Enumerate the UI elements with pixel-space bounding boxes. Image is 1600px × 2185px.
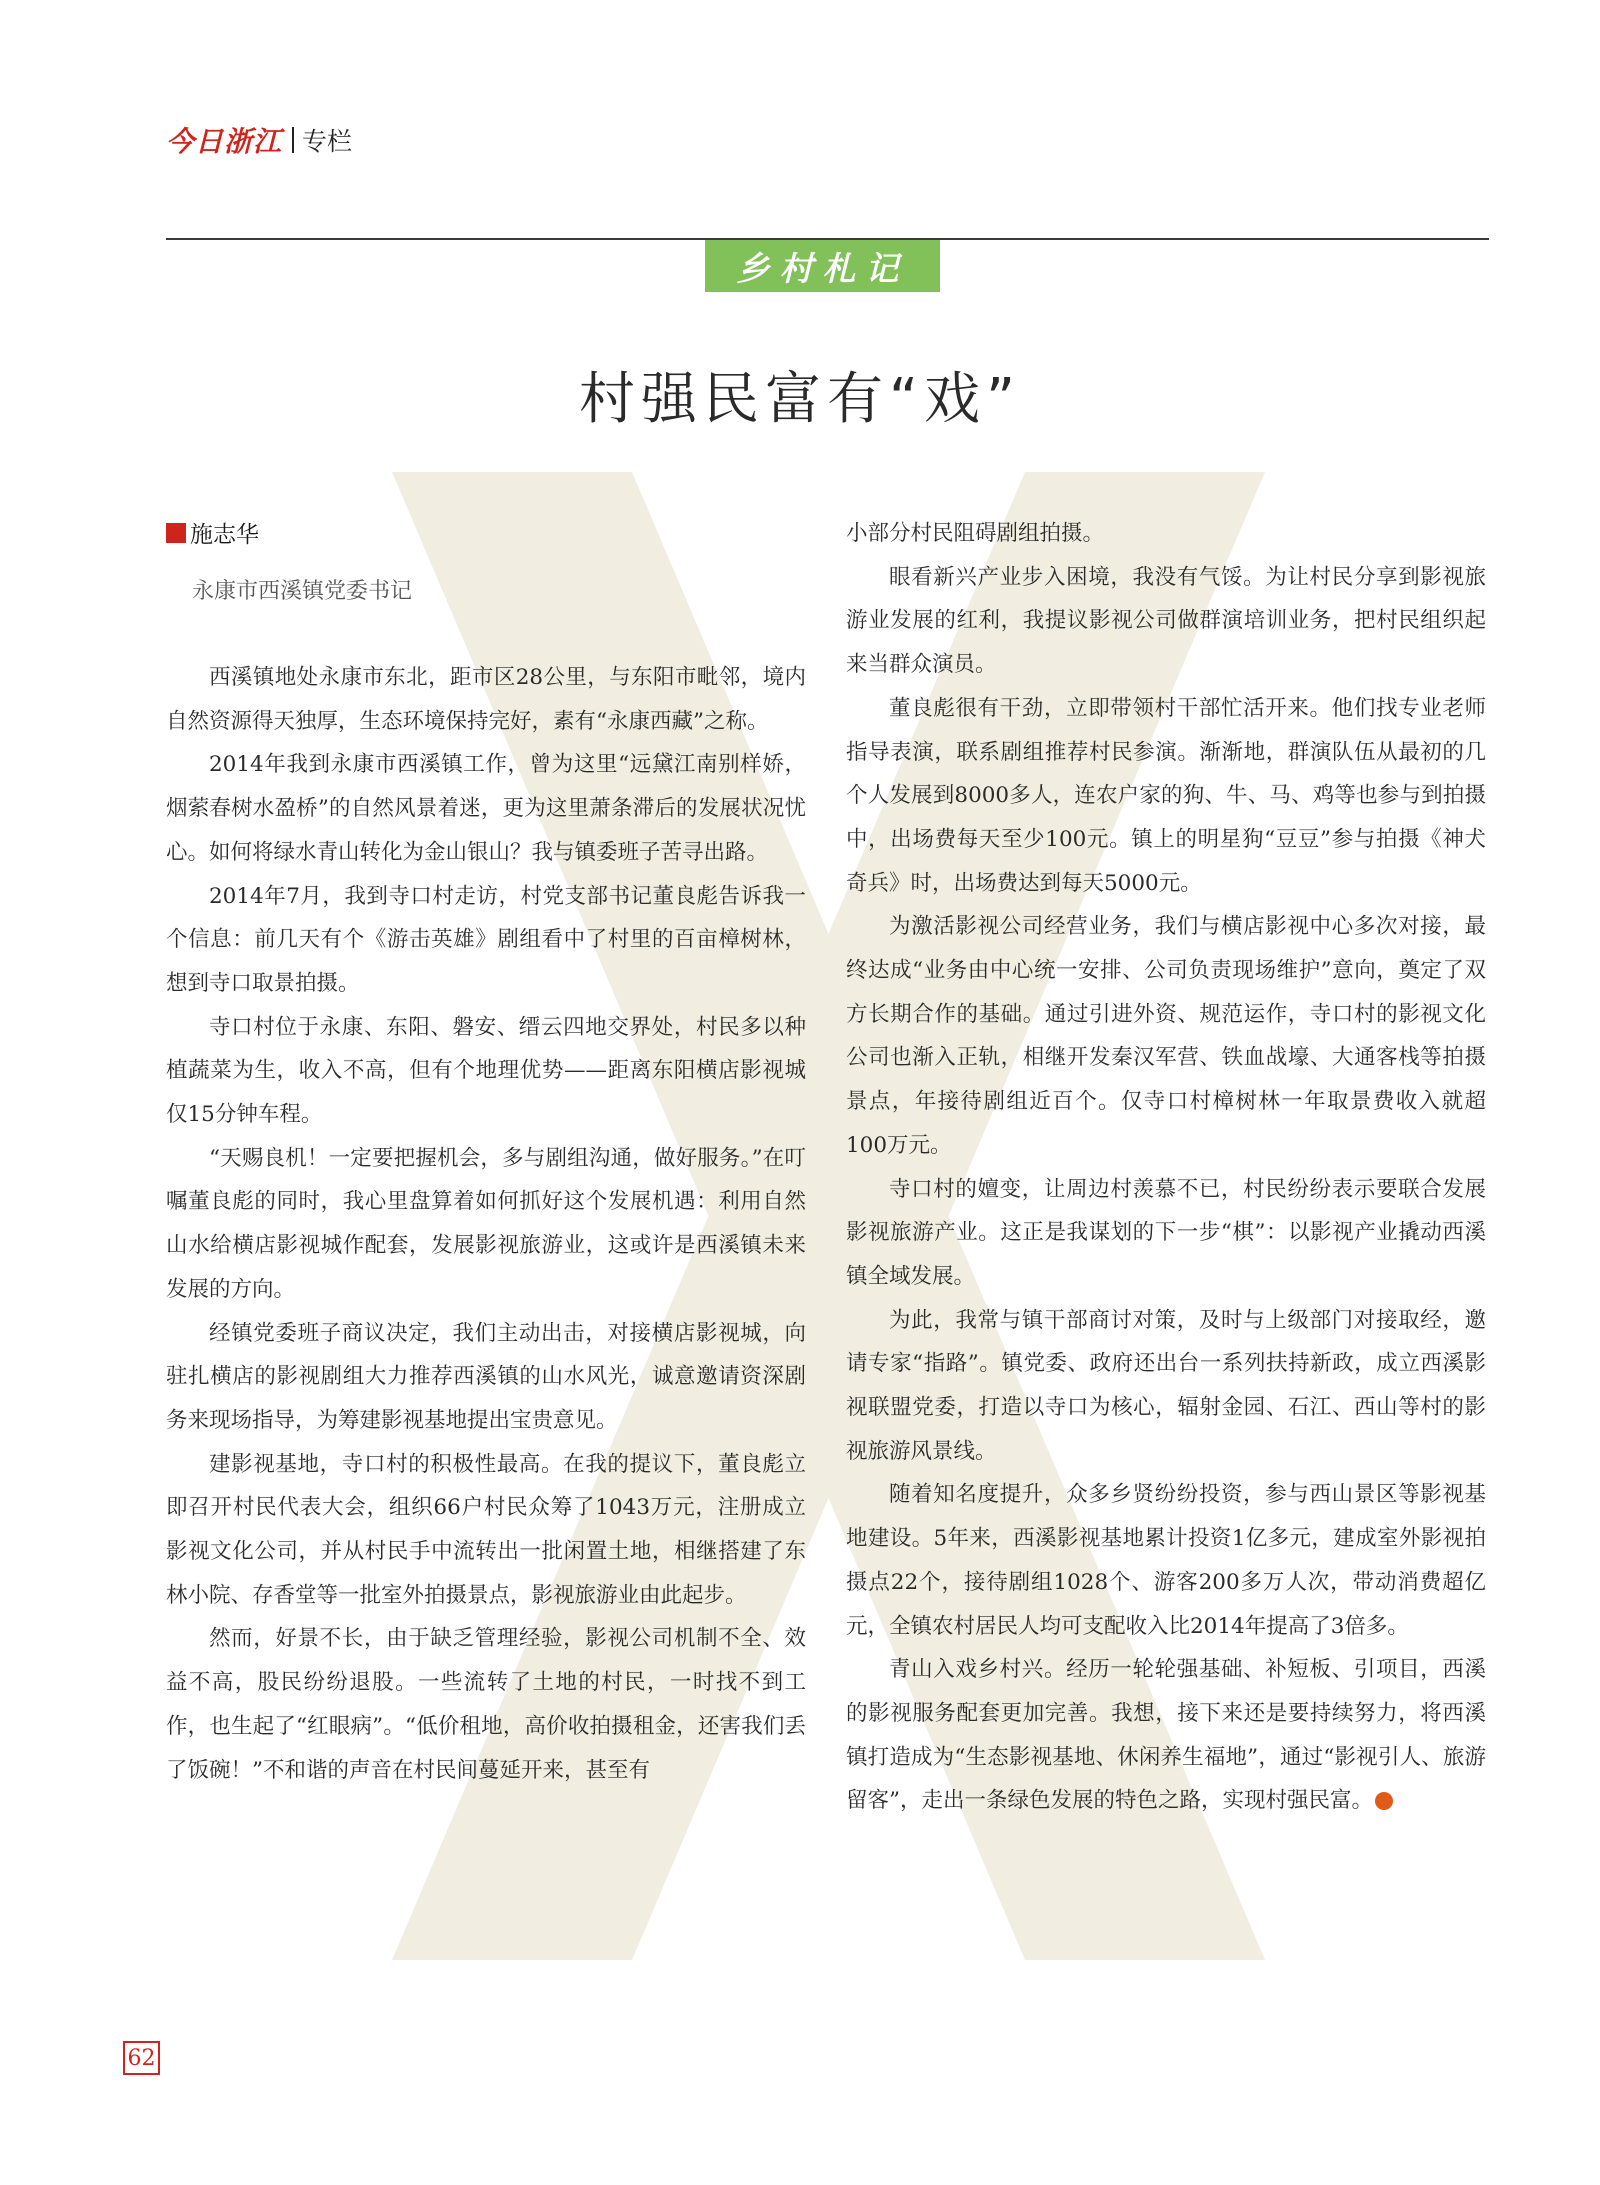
- right-column: [846, 512, 1486, 1823]
- article-title: 村强民富有“戏”: [578, 367, 1022, 432]
- author-name: 施志华: [190, 522, 259, 548]
- left-column: [166, 656, 806, 1792]
- paragraph: 2014年7月，我到寺口村走访，村党支部书记董良彪告诉我一个信息：前几天有个《游击英雄》剧组看中了村里的百亩樟树林，想到寺口取景拍摄。: [166, 883, 806, 996]
- paragraph: 然而，好景不长，由于缺乏管理经验，影视公司机制不全、效益不高，股民纷纷退股。一些流转了土地的村民，一时找不到工作，也生起了“红眼病”。“低价租地，高价收拍摄租金，还害我们丢了饭碗！”不和谐的声音在村民间蔓延开来，甚至有: [166, 1626, 806, 1783]
- masthead: [166, 120, 352, 160]
- paragraph: 为激活影视公司经营业务，我们与横店影视中心多次对接，最终达成“业务由中心统一安排、公司负责现场维护”意向，奠定了双方长期合作的基础。通过引进外资、规范运作，寺口村的影视文化公司也渐入正轨，相继开发秦汉军营、铁血战壕、大通客栈等拍摄景点，年接待剧组近百个。仅寺口村樟树林一年取景费收入就超100万元。: [846, 914, 1486, 1158]
- paragraph: 西溪镇地处永康市东北，距市区28公里，与东阳市毗邻，境内自然资源得天独厚，生态环境保持完好，素有“永康西藏”之称。: [166, 665, 806, 734]
- paragraph: 为此，我常与镇干部商讨对策，及时与上级部门对接取经，邀请专家“指路”。镇党委、政府还出台一系列扶持新政，成立西溪影视联盟党委，打造以寺口为核心，辐射金园、石江、西山等村的影视旅游风景线。: [846, 1307, 1486, 1464]
- paragraph: “天赐良机！一定要把握机会，多与剧组沟通，做好服务。”在叮嘱董良彪的同时，我心里盘算着如何抓好这个发展机遇：利用自然山水给横店影视城作配套，发展影视旅游业，这或许是西溪镇未来发展的方向。: [166, 1145, 806, 1302]
- paragraph: 2014年我到永康市西溪镇工作，曾为这里“远黛江南别样娇，烟萦春树水盈桥”的自然风景着迷，更为这里萧条滞后的发展状况忧心。如何将绿水青山转化为金山银山？我与镇委班子苦寻出路。: [166, 752, 806, 865]
- paragraph: 眼看新兴产业步入困境，我没有气馁。为让村民分享到影视旅游业发展的红利，我提议影视公司做群演培训业务，把村民组织起来当群众演员。: [846, 564, 1486, 678]
- paragraph-final: [846, 1648, 1486, 1823]
- column-tag: 乡村札记: [705, 240, 940, 292]
- paragraph: 董良彪很有干劲，立即带领村干部忙活开来。他们找专业老师指导表演，联系剧组推荐村民参演。渐渐地，群演队伍从最初的几个人发展到8000多人，连农户家的狗、牛、马、鸡等也参与到拍摄中，出场费每天至少100元。镇上的明星狗“豆豆”参与拍摄《神犬奇兵》时，出场费达到每天5000元。: [846, 695, 1486, 896]
- final-paragraph-text: 青山入戏乡村兴。经历一轮轮强基础、补短板、引项目，西溪的影视服务配套更加完善。我想，接下来还是要持续努力，将西溪镇打造成为“生态影视基地、休闲养生福地”，通过“影视引人、旅游留客”，走出一条绿色发展的特色之路，实现村强民富。: [846, 1657, 1486, 1814]
- magazine-logo: 今日浙江: [166, 125, 283, 158]
- byline-square-icon: [166, 523, 186, 543]
- paragraph: 建影视基地，寺口村的积极性最高。在我的提议下，董良彪立即召开村民代表大会，组织66户村民众筹了1043万元，注册成立影视文化公司，并从村民手中流转出一批闲置土地，相继搭建了东林小院、存香堂等一批室外拍摄景点，影视旅游业由此起步。: [166, 1451, 806, 1608]
- paragraph: 寺口村位于永康、东阳、磐安、缙云四地交界处，村民多以种植蔬菜为生，收入不高，但有个地理优势——距离东阳横店影视城仅15分钟车程。: [166, 1014, 806, 1128]
- masthead-divider: [292, 127, 294, 153]
- page-number: 62: [123, 2041, 160, 2075]
- paragraph-continuation: 小部分村民阻碍剧组拍摄。: [846, 521, 1105, 546]
- author-byline: [166, 516, 259, 549]
- end-mark-icon: [1375, 1792, 1393, 1810]
- paragraph: 经镇党委班子商议决定，我们主动出击，对接横店影视城，向驻扎横店的影视剧组大力推荐西溪镇的山水风光，诚意邀请资深剧务来现场指导，为筹建影视基地提出宝贵意见。: [166, 1320, 806, 1433]
- paragraph: 随着知名度提升，众多乡贤纷纷投资，参与西山景区等影视基地建设。5年来，西溪影视基地累计投资1亿多元，建成室外影视拍摄点22个，接待剧组1028个、游客200多万人次，带动消费超亿元，全镇农村居民人均可支配收入比2014年提高了3倍多。: [846, 1482, 1486, 1639]
- section-label: 专栏: [302, 127, 353, 156]
- author-role: 永康市西溪镇党委书记: [192, 579, 413, 604]
- paragraph: 寺口村的嬗变，让周边村羡慕不已，村民纷纷表示要联合发展影视旅游产业。这正是我谋划的下一步“棋”：以影视产业撬动西溪镇全域发展。: [846, 1176, 1486, 1289]
